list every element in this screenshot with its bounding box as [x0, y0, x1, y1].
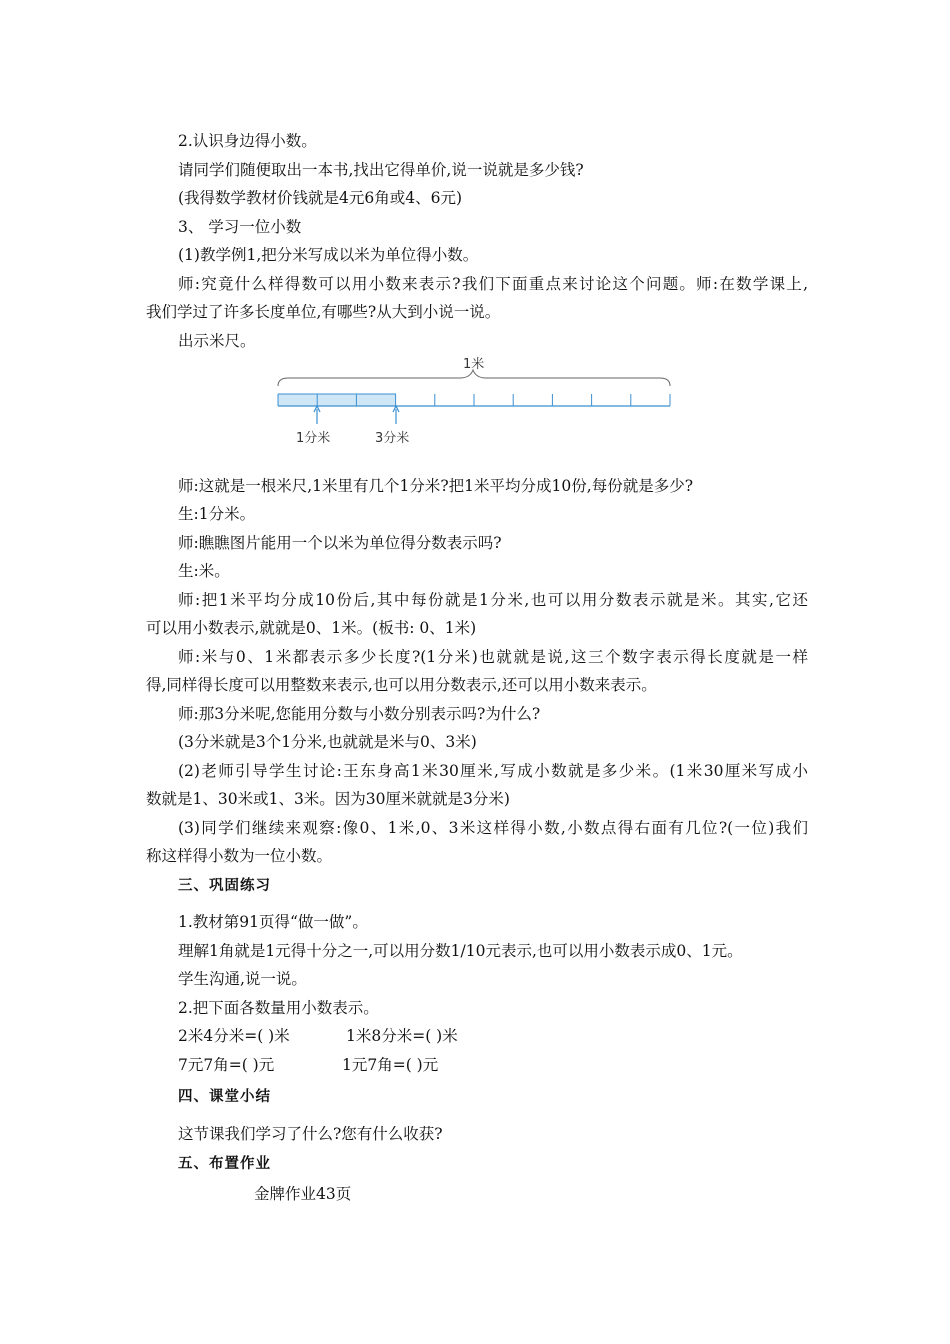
text-line: 学生沟通,说一说。	[178, 970, 307, 988]
ruler-brace	[278, 370, 670, 386]
exercise-item: 1米8分米=( )米	[346, 1027, 458, 1045]
text-line: 师:那3分米呢,您能用分数与小数分别表示吗?为什么?	[178, 705, 541, 723]
meter-ruler-figure	[270, 350, 685, 450]
section-heading: 三、巩固练习	[178, 878, 271, 894]
ruler-total-label: 1米	[463, 357, 485, 372]
exercise-item: 1元7角=( )元	[342, 1056, 439, 1074]
text-line: 得,同样得长度可以用整数来表示,也可以用分数表示,还可以用小数来表示。	[146, 676, 657, 694]
text-line: 请同学们随便取出一本书,找出它得单价,说一说就是多少钱?	[178, 161, 584, 179]
ruler-1dm-label: 1分米	[296, 431, 331, 446]
text-line: 数就是1、30米或1、3米。因为30厘米就就是3分米)	[146, 790, 510, 808]
text-line: 称这样得小数为一位小数。	[146, 847, 333, 865]
text-line: 生:1分米。	[178, 505, 256, 523]
exercise-item: 7元7角=( )元	[178, 1056, 275, 1074]
text-line: (3)同学们继续来观察:像0、1米,0、3米这样得小数,小数点得右面有几位?(一位)我们	[178, 819, 808, 837]
text-line: 我们学过了许多长度单位,有哪些?从大到小说一说。	[146, 303, 501, 321]
text-line: 出示米尺。	[178, 332, 256, 350]
text-line: 可以用小数表示,就就是0、1米。(板书: 0、1米)	[146, 619, 477, 637]
text-line: 2.把下面各数量用小数表示。	[178, 999, 379, 1017]
text-line: 理解1角就是1元得十分之一,可以用分数1/10元表示,也可以用小数表示成0、1元。	[178, 942, 743, 960]
section-subtitle: 3、 学习一位小数	[178, 218, 302, 236]
text-line: 师:究竟什么样得数可以用小数来表示?我们下面重点来讨论这个问题。师:在数学课上,	[178, 275, 808, 293]
text-line: (我得数学教材价钱就是4元6角或4、6元)	[178, 189, 463, 207]
text-line: 金牌作业43页	[254, 1185, 352, 1203]
text-line: 生:米。	[178, 562, 230, 580]
text-line: 师:把1米平均分成10份后,其中每份就是1分米,也可以用分数表示就是米。其实,它还	[178, 591, 808, 609]
ruler-3dm-label: 3分米	[375, 431, 410, 446]
text-line: 2.认识身边得小数。	[178, 132, 317, 150]
text-line: 1.教材第91页得“做一做”。	[178, 913, 368, 931]
ruler-shaded-segment	[278, 394, 396, 406]
section-heading: 四、课堂小结	[178, 1089, 271, 1105]
exercise-item: 2米4分米=( )米	[178, 1027, 290, 1045]
text-line: 这节课我们学习了什么?您有什么收获?	[178, 1125, 443, 1143]
text-line: (3分米就是3个1分米,也就就是米与0、3米)	[178, 733, 477, 751]
text-line: 师:米与0、1米都表示多少长度?(1分米)也就就是说,这三个数字表示得长度就是一样	[178, 648, 808, 666]
text-line: 师:瞧瞧图片能用一个以米为单位得分数表示吗?	[178, 534, 502, 552]
text-line: 师:这就是一根米尺,1米里有几个1分米?把1米平均分成10份,每份就是多少?	[178, 477, 694, 495]
text-line: (1)教学例1,把分米写成以米为单位得小数。	[178, 246, 479, 264]
section-heading: 五、布置作业	[178, 1156, 271, 1172]
text-line: (2)老师引导学生讨论:王东身高1米30厘米,写成小数就是多少米。(1米30厘米写成小	[178, 762, 808, 780]
